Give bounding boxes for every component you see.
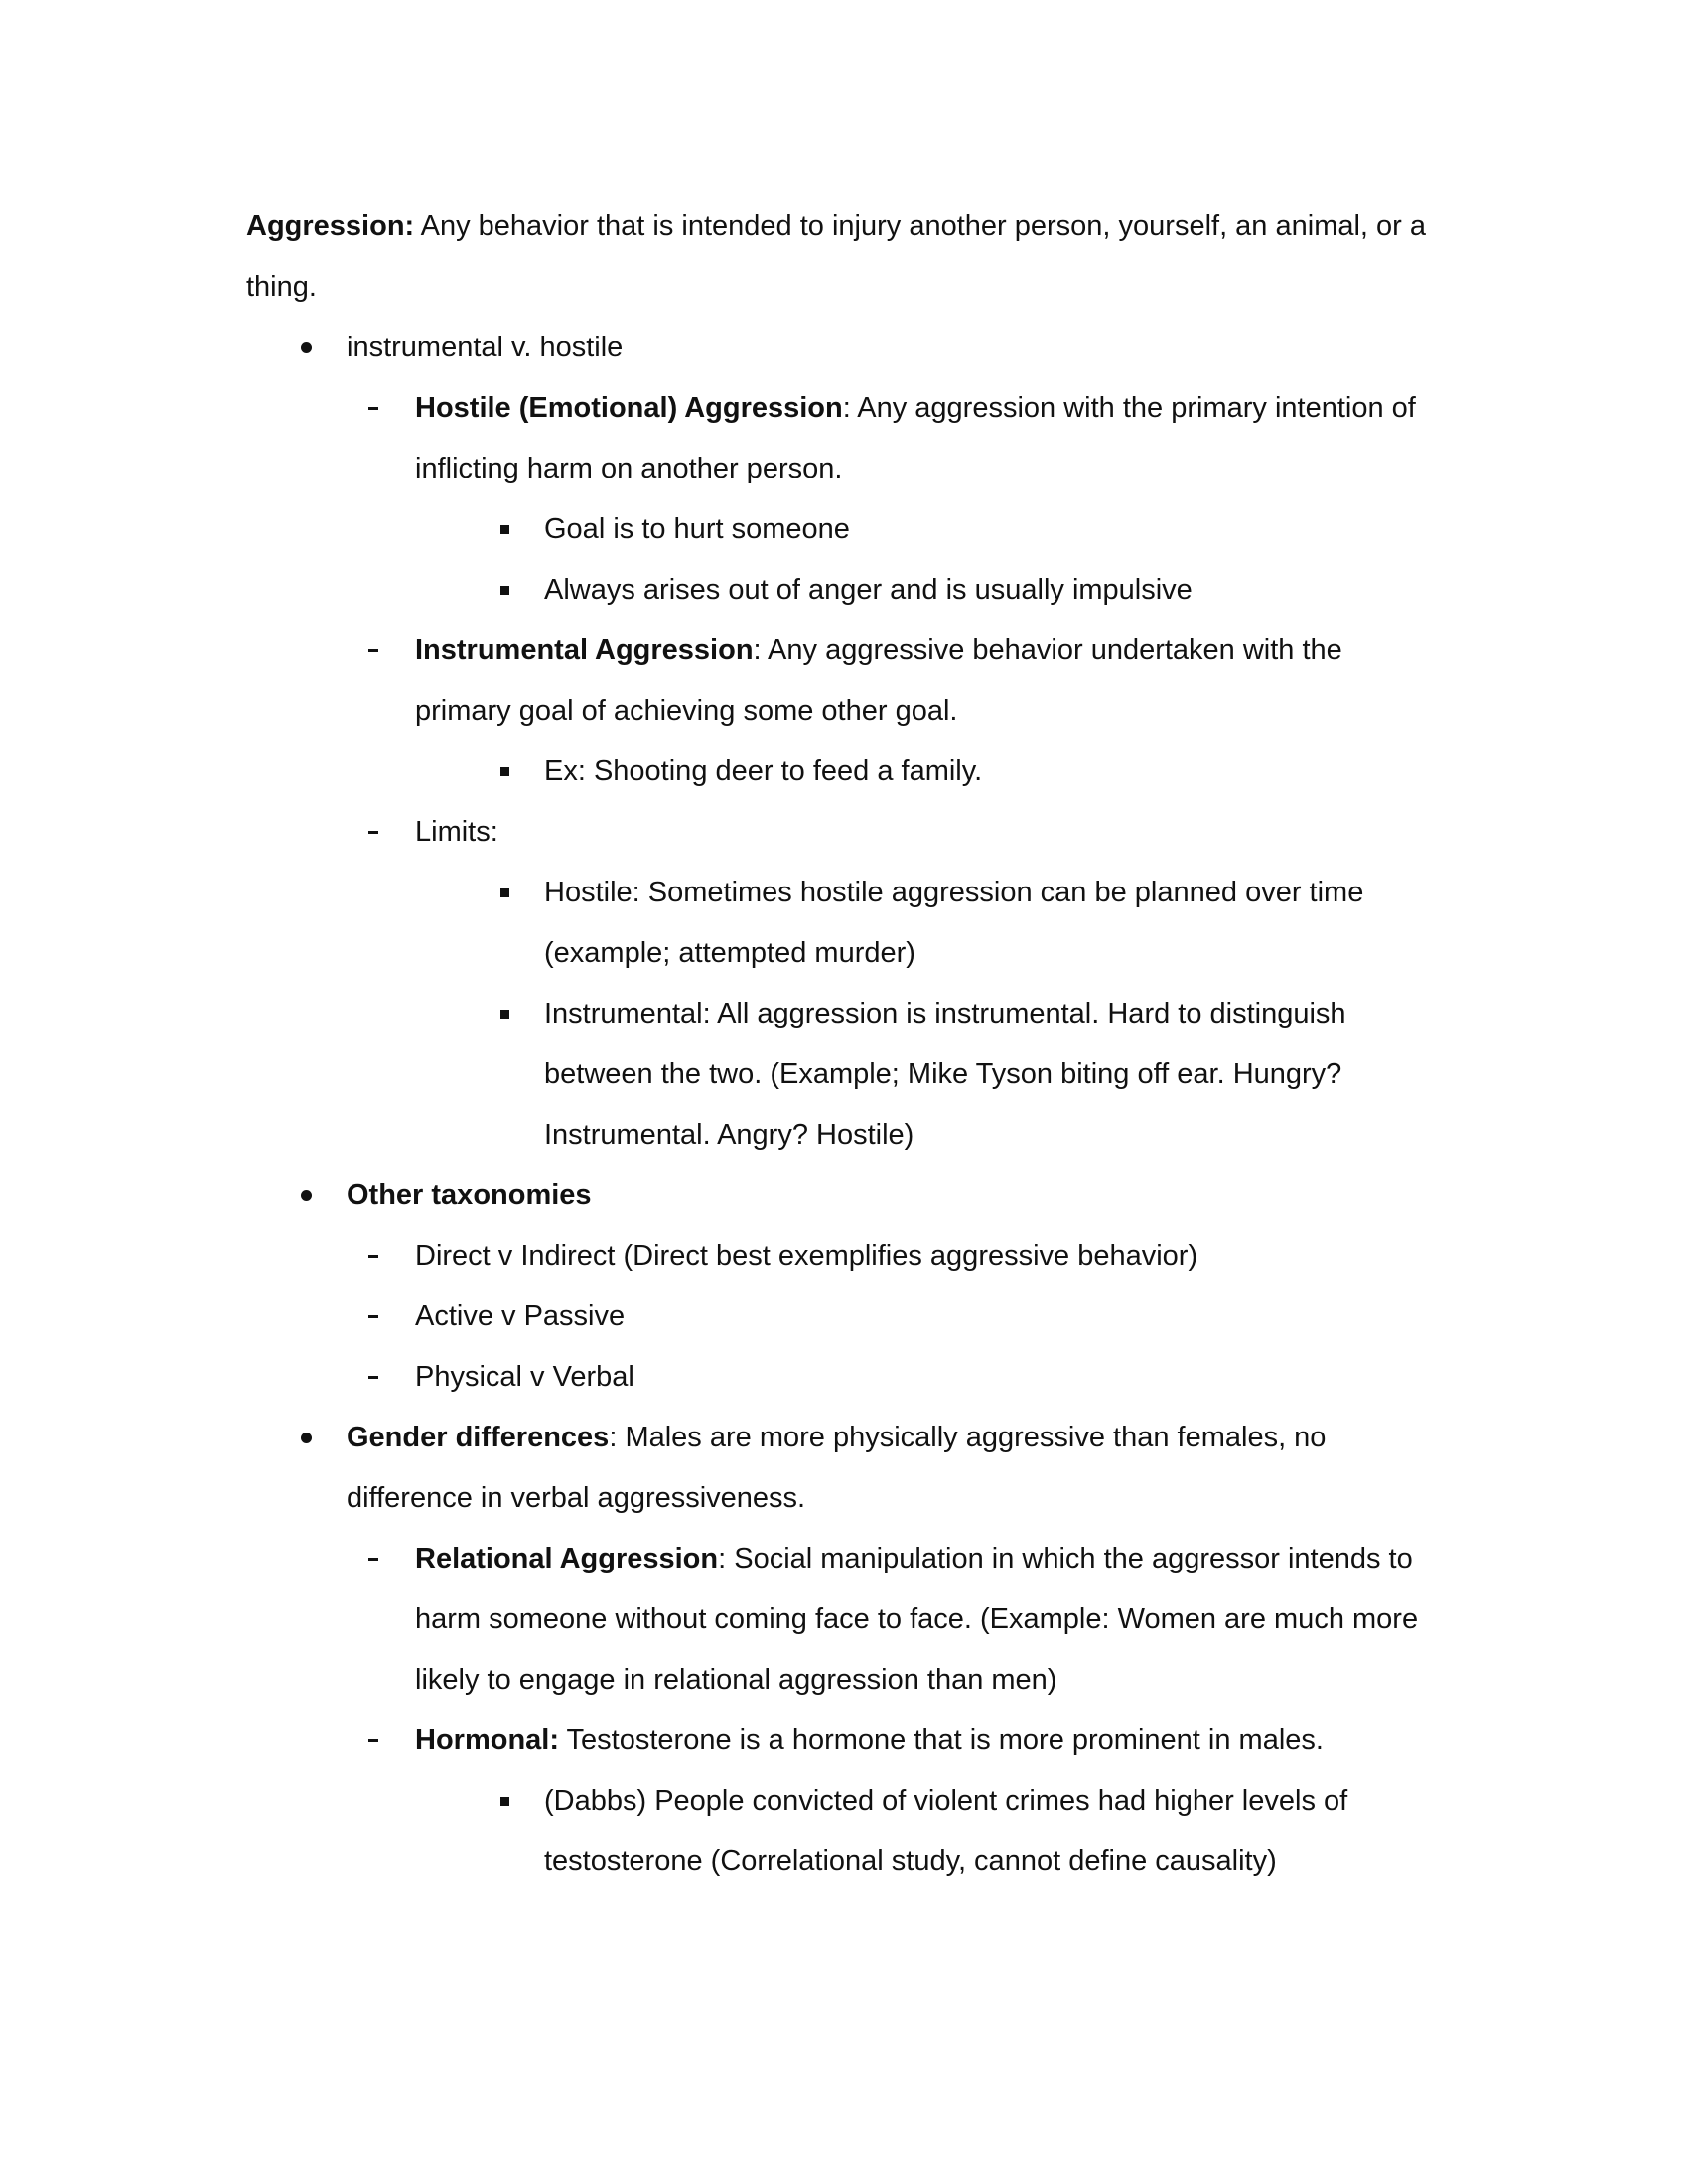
square-item-text: Always arises out of anger and is usually impulsive [544, 574, 1193, 606]
bullet-icon [296, 1165, 316, 1226]
hormonal-text: Testosterone is a hormone that is more prominent in males. [559, 1724, 1324, 1756]
relational-term: Relational Aggression [415, 1543, 719, 1574]
dash-icon [363, 620, 383, 681]
square-item [246, 863, 1438, 984]
square-item [246, 742, 1438, 802]
gender-text: : Males are more physically aggressive than females, no difference in verbal aggressiveness. [347, 1422, 1327, 1514]
hormonal-term: Hormonal: [415, 1724, 559, 1756]
gender-term: Gender differences [347, 1422, 610, 1453]
dash-icon [363, 1710, 383, 1771]
dash-item-text: Physical v Verbal [415, 1361, 634, 1393]
dash-item-hormonal [246, 1710, 1438, 1771]
square-bullet-icon [494, 1771, 514, 1832]
relational-text: : Social manipulation in which the aggressor intends to harm someone without coming face to face. (Example: Women are much more likely to engage in relational aggression than men) [415, 1543, 1419, 1696]
square-item [246, 499, 1438, 560]
bullet-item-gender [246, 1408, 1438, 1529]
taxonomies-heading: Other taxonomies [347, 1179, 592, 1211]
square-item-text: Hostile: Sometimes hostile aggression can be planned over time (example; attempted murder) [544, 877, 1364, 969]
limits-label: Limits: [415, 816, 498, 848]
dash-item-instrumental [246, 620, 1438, 742]
dash-item-hostile [246, 378, 1438, 499]
dash-item-text: Direct v Indirect (Direct best exemplifies aggressive behavior) [415, 1240, 1198, 1272]
definition-paragraph [246, 197, 1438, 318]
square-item [246, 984, 1438, 1165]
bullet-label: instrumental v. hostile [347, 332, 624, 363]
document-body [246, 197, 1438, 1892]
square-bullet-icon [494, 560, 514, 620]
instrumental-term: Instrumental Aggression [415, 634, 754, 666]
square-item [246, 560, 1438, 620]
dash-item [246, 1287, 1438, 1347]
dash-item [246, 1347, 1438, 1408]
square-bullet-icon [494, 499, 514, 560]
dash-icon [363, 802, 383, 863]
dash-icon [363, 378, 383, 439]
bullet-item-taxonomies [246, 1165, 1438, 1226]
dash-icon [363, 1529, 383, 1589]
bullet-item-types [246, 318, 1438, 378]
square-item-text: Ex: Shooting deer to feed a family. [544, 755, 983, 787]
definition-text: Any behavior that is intended to injury another person, yourself, an animal, or a thing. [246, 210, 1427, 303]
square-item-text: (Dabbs) People convicted of violent crimes had higher levels of testosterone (Correlational study, cannot define causality) [544, 1785, 1348, 1877]
definition-term: Aggression: [246, 210, 415, 242]
square-item-text: Goal is to hurt someone [544, 513, 850, 545]
instrumental-text: : Any aggressive behavior undertaken with the primary goal of achieving some other goal. [415, 634, 1342, 727]
hostile-text: : Any aggression with the primary intention of inflicting harm on another person. [415, 392, 1416, 484]
square-bullet-icon [494, 984, 514, 1044]
dash-icon [363, 1347, 383, 1408]
square-item [246, 1771, 1438, 1892]
bullet-icon [296, 1408, 316, 1468]
dash-item-relational [246, 1529, 1438, 1710]
bullet-icon [296, 318, 316, 378]
dash-item-limits [246, 802, 1438, 863]
square-bullet-icon [494, 742, 514, 802]
square-bullet-icon [494, 863, 514, 923]
dash-item [246, 1226, 1438, 1287]
dash-icon [363, 1226, 383, 1287]
square-item-text: Instrumental: All aggression is instrumental. Hard to distinguish between the two. (Example; Mike Tyson biting off ear. Hungry? Instrumental. Angry? Hostile) [544, 998, 1346, 1151]
dash-item-text: Active v Passive [415, 1300, 626, 1332]
hostile-term: Hostile (Emotional) Aggression [415, 392, 843, 424]
dash-icon [363, 1287, 383, 1347]
